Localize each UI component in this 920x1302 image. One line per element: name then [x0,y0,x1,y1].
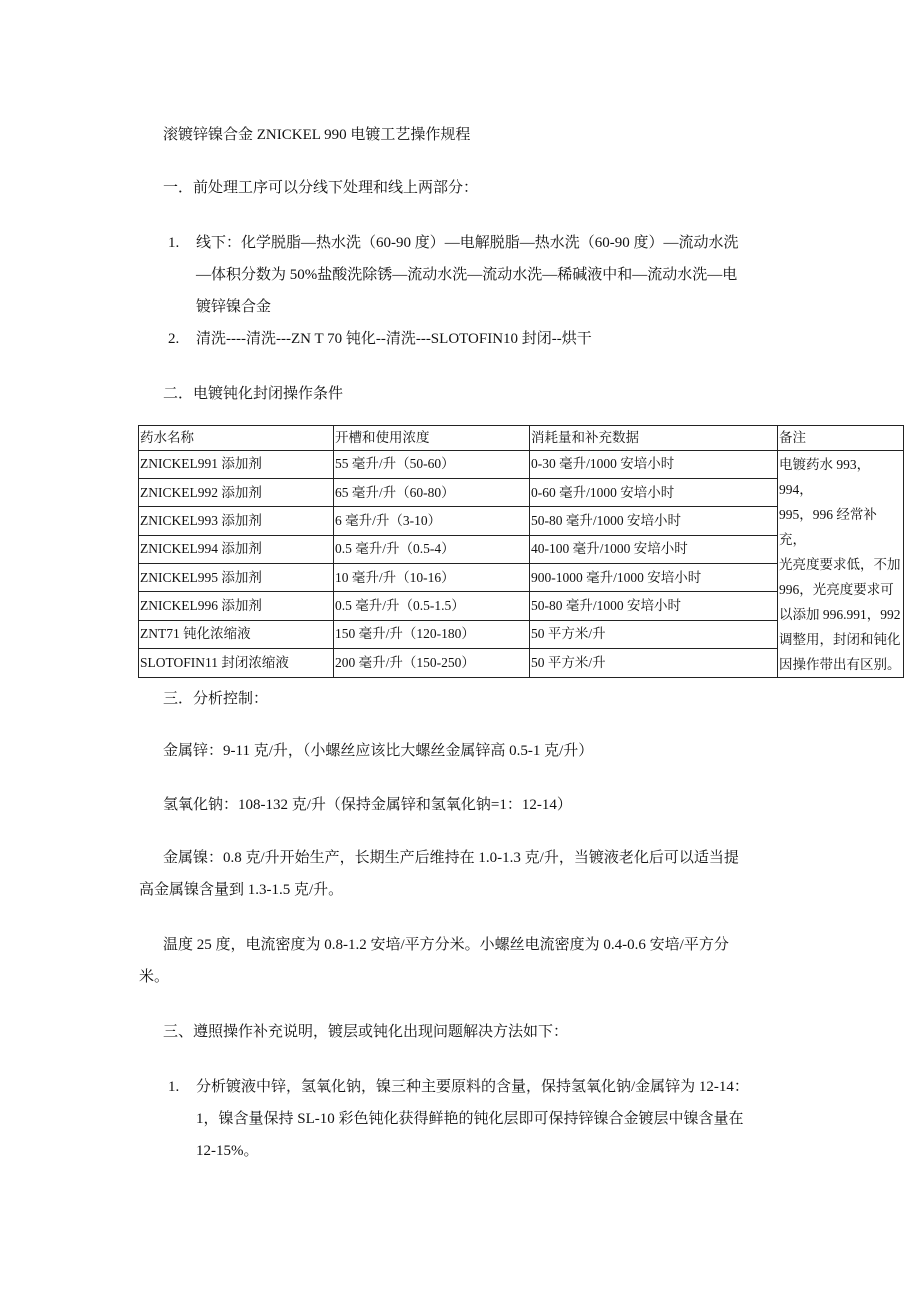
table-cell: 0.5 毫升/升（0.5-1.5） [334,592,530,620]
temperature-spec-line: 温度 25 度，电流密度为 0.8-1.2 安培/平方分米。小螺丝电流密度为 0.4-0.6 安培/平方分 [163,937,729,953]
naoh-spec: 氢氧化钠：108-132 克/升（保持金属锌和氢氧化钠=1：12-14） [163,797,572,813]
table-row [139,450,904,478]
table-cell: 50 平方米/升 [530,649,778,677]
list-item-line: 分析镀液中锌，氢氧化钠，镍三种主要原料的含量，保持氢氧化钠/金属锌为 12-14： [196,1079,749,1095]
table-cell: 6 毫升/升（3-10） [334,507,530,535]
table-cell: 900-1000 毫升/1000 安培小时 [530,564,778,592]
section-2-heading: 二．电镀钝化封闭操作条件 [163,386,344,402]
table-cell: ZNICKEL993 添加剂 [139,507,334,535]
table-cell: 55 毫升/升（50-60） [334,450,530,478]
table-cell: 50 平方米/升 [530,620,778,648]
nickel-spec-line: 金属镍：0.8 克/升开始生产，长期生产后维持在 1.0-1.3 克/升，当镀液老化后可以适当提 [163,850,739,866]
zinc-spec: 金属锌：9-11 克/升，（小螺丝应该比大螺丝金属锌高 0.5-1 克/升） [163,743,594,759]
note-line: 996，光亮度要求可 [779,581,894,597]
list-item-line: 12-15%。 [196,1143,259,1159]
table-cell: 0.5 毫升/升（0.5-4） [334,535,530,563]
list-item-line: 清洗----清洗---ZN T 70 钝化--清洗---SLOTOFIN10 封闭--烘干 [196,331,592,347]
table-header-cell: 备注 [778,426,904,451]
section-4-heading: 三、遵照操作补充说明，镀层或钝化出现问题解决方法如下： [163,1024,569,1040]
table-cell: 10 毫升/升（10-16） [334,564,530,592]
table-cell: 200 毫升/升（150-250） [334,649,530,677]
list-item-line: —体积分数为 50%盐酸洗除锈—流动水洗—流动水洗—稀碱液中和—流动水洗—电 [196,267,738,283]
table-header-row [139,426,904,451]
table-cell: ZNICKEL992 添加剂 [139,478,334,506]
note-line: 光亮度要求低，不加 [779,556,901,572]
temperature-spec-line: 米。 [139,969,170,985]
table-header-cell: 消耗量和补充数据 [530,426,778,451]
section-1-heading: 一．前处理工序可以分线下处理和线上两部分： [163,180,479,196]
list-item-line: 1，镍含量保持 SL-10 彩色钝化获得鲜艳的钝化层即可保持锌镍合金镀层中镍含量在 [196,1111,744,1127]
table-header-cell: 开槽和使用浓度 [334,426,530,451]
table-header-cell: 药水名称 [139,426,334,451]
note-line: 电镀药水 993，994， [779,456,871,497]
table-cell: 50-80 毫升/1000 安培小时 [530,507,778,535]
table-cell: 0-60 毫升/1000 安培小时 [530,478,778,506]
operating-conditions-table [138,425,904,678]
table-cell: ZNICKEL991 添加剂 [139,450,334,478]
list-number: 2. [168,331,180,347]
table-cell: 65 毫升/升（60-80） [334,478,530,506]
document-title: 滚镀锌镍合金 ZNICKEL 990 电镀工艺操作规程 [163,127,471,143]
table-cell: ZNT71 钝化浓缩液 [139,620,334,648]
table-cell: ZNICKEL996 添加剂 [139,592,334,620]
table-cell: ZNICKEL995 添加剂 [139,564,334,592]
table-cell: 50-80 毫升/1000 安培小时 [530,592,778,620]
table-cell: 40-100 毫升/1000 安培小时 [530,535,778,563]
nickel-spec-line: 高金属镍含量到 1.3-1.5 克/升。 [139,882,344,898]
note-line: 995，996 经常补充， [779,506,877,547]
note-line: 因操作带出有区别。 [779,656,901,672]
section-3-heading: 三．分析控制： [163,691,269,707]
list-item-line: 镀锌镍合金 [196,299,272,315]
list-item-line: 线下：化学脱脂—热水洗（60-90 度）—电解脱脂—热水洗（60-90 度）—流动水洗 [196,235,739,251]
table-cell: 0-30 毫升/1000 安培小时 [530,450,778,478]
table-cell: 150 毫升/升（120-180） [334,620,530,648]
list-number: 1. [168,1079,180,1095]
note-line: 以添加 996.991，992 [779,606,901,622]
table-cell: ZNICKEL994 添加剂 [139,535,334,563]
list-number: 1. [168,235,180,251]
note-line: 调整用，封闭和钝化 [779,631,901,647]
table-note-cell [778,450,904,677]
table-cell: SLOTOFIN11 封闭浓缩液 [139,649,334,677]
